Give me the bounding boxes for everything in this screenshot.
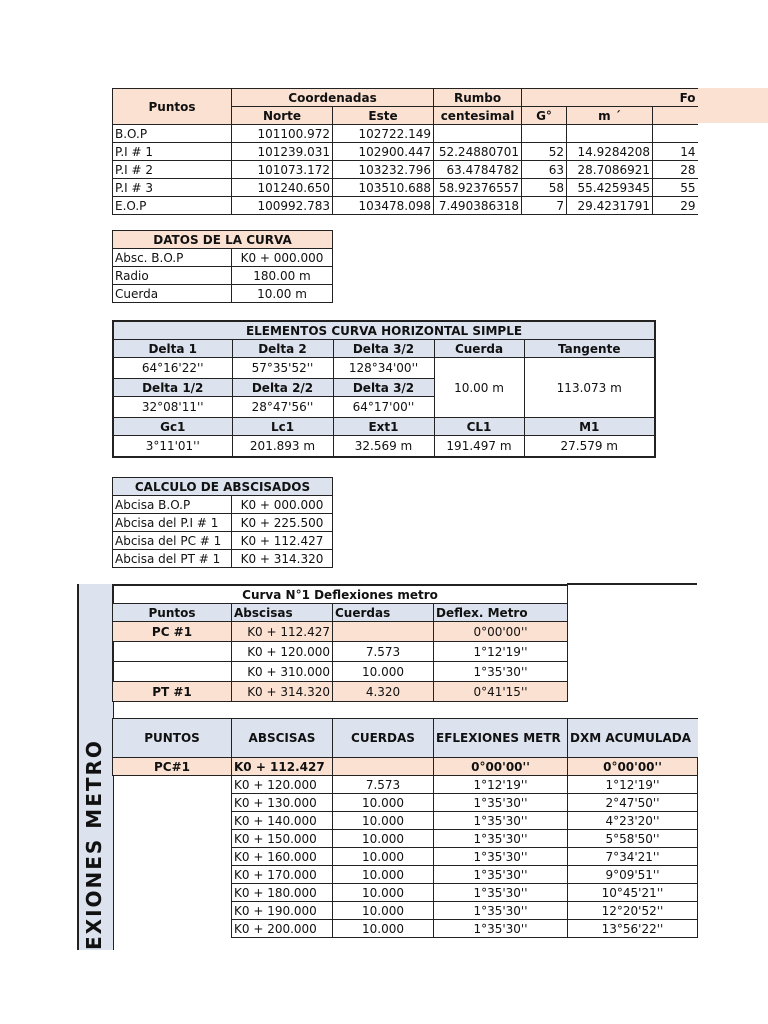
- cell: 1°12'19'': [434, 776, 568, 794]
- cell: E.O.P: [113, 197, 232, 215]
- cell: 128°34'00'': [333, 358, 434, 379]
- table-row: [113, 514, 333, 532]
- cell: [113, 920, 232, 938]
- cell: 3°11'01'': [113, 436, 232, 458]
- cell: K0 + 112.427: [232, 532, 333, 550]
- cell: [113, 812, 232, 830]
- cell: [113, 642, 232, 662]
- cell: PC #1: [113, 622, 232, 642]
- table-row: [113, 249, 333, 267]
- cell: 2°47'50'': [568, 794, 698, 812]
- cell: 28°47'56'': [232, 397, 333, 418]
- cell: 58: [522, 179, 567, 197]
- cell: [113, 884, 232, 902]
- cell: 10.000: [333, 848, 434, 866]
- cell: 0°00'00'': [434, 622, 568, 642]
- header-este: Este: [333, 107, 434, 125]
- cell: K0 + 120.000: [232, 776, 333, 794]
- cell: 55: [653, 179, 698, 197]
- header-dxm-acumulada: DXM ACUMULADA: [568, 719, 698, 758]
- table-row: [113, 179, 698, 197]
- cell: 1°35'30'': [434, 866, 568, 884]
- cell: 63.4784782: [434, 161, 522, 179]
- cell: 27.579 m: [524, 436, 655, 458]
- cell: 1°12'19'': [434, 642, 568, 662]
- table-row: [113, 143, 698, 161]
- header-delta-3-2b: Delta 3/2: [333, 379, 434, 397]
- cell: 103510.688: [333, 179, 434, 197]
- header-abscisas: ABSCISAS: [232, 719, 333, 758]
- cell: 32°08'11'': [113, 397, 232, 418]
- cell: K0 + 170.000: [232, 866, 333, 884]
- cell: 1°35'30'': [434, 920, 568, 938]
- cell: K0 + 225.500: [232, 514, 333, 532]
- section-side-label: EXIONES METRO: [82, 739, 106, 950]
- cell: 1°35'30'': [434, 902, 568, 920]
- cell: [333, 622, 434, 642]
- cell: 102900.447: [333, 143, 434, 161]
- table-row: [113, 622, 568, 642]
- cell: 1°35'30'': [434, 812, 568, 830]
- table-row: [113, 682, 568, 702]
- cell: 52.24880701: [434, 143, 522, 161]
- cell: [113, 830, 232, 848]
- cell: 10.00 m: [232, 285, 333, 303]
- table-row: [113, 662, 568, 682]
- cell: 7.573: [333, 642, 434, 662]
- curva1-table: [112, 584, 568, 702]
- cell: 4°23'20'': [568, 812, 698, 830]
- cell: K0 + 200.000: [232, 920, 333, 938]
- cell: P.I # 3: [113, 179, 232, 197]
- cell: K0 + 130.000: [232, 794, 333, 812]
- abscisados-title: CALCULO DE ABSCISADOS: [113, 478, 333, 496]
- cell: 58.92376557: [434, 179, 522, 197]
- cell: 29.4231791: [567, 197, 653, 215]
- cell: Abcisa B.O.P: [113, 496, 232, 514]
- header-delta-3-2: Delta 3/2: [333, 340, 434, 358]
- header-delta-2: Delta 2: [232, 340, 333, 358]
- cell: 1°35'30'': [434, 830, 568, 848]
- cell: 1°35'30'': [434, 848, 568, 866]
- table-row: [113, 794, 698, 812]
- header-delta-1-2: Delta 1/2: [113, 379, 232, 397]
- cell: K0 + 000.000: [232, 249, 333, 267]
- cell: Abcisa del PT # 1: [113, 550, 232, 568]
- cell: K0 + 160.000: [232, 848, 333, 866]
- header-rumbo: Rumbo: [434, 89, 522, 107]
- cell: [113, 866, 232, 884]
- cell: [434, 125, 522, 143]
- cell: 101073.172: [232, 161, 333, 179]
- table-row: [113, 267, 333, 285]
- header-gc1: Gc1: [113, 418, 232, 436]
- tangente-value: 113.073 m: [524, 358, 655, 418]
- cell: 64°16'22'': [113, 358, 232, 379]
- header-delta-1: Delta 1: [113, 340, 232, 358]
- cell: 13°56'22'': [568, 920, 698, 938]
- header-norte: Norte: [232, 107, 333, 125]
- header-fill-strip: [697, 88, 768, 123]
- curva1-title: Curva N°1 Deflexiones metro: [113, 585, 568, 604]
- cell: 10.000: [333, 794, 434, 812]
- cell: K0 + 190.000: [232, 902, 333, 920]
- cell: 0°41'15'': [434, 682, 568, 702]
- cell: 191.497 m: [434, 436, 524, 458]
- cell: 29: [653, 197, 698, 215]
- header-deflex-metro: Deflex. Metro: [434, 604, 568, 622]
- cell: 7: [522, 197, 567, 215]
- table-row: [113, 848, 698, 866]
- table-row: [113, 285, 333, 303]
- table-row: [113, 532, 333, 550]
- elementos-title: ELEMENTOS CURVA HORIZONTAL SIMPLE: [113, 321, 655, 340]
- cell: K0 + 314.320: [232, 682, 333, 702]
- header-m1: M1: [524, 418, 655, 436]
- table-row: [113, 496, 333, 514]
- table-row: [113, 758, 698, 776]
- cell: K0 + 310.000: [232, 662, 333, 682]
- header-m: m ´: [567, 107, 653, 125]
- cell: 10.000: [333, 662, 434, 682]
- cell: 201.893 m: [232, 436, 333, 458]
- cell: 1°35'30'': [434, 884, 568, 902]
- header-s: [653, 107, 698, 125]
- header-cuerda: Cuerda: [434, 340, 524, 358]
- cell: 1°35'30'': [434, 662, 568, 682]
- cell: 28: [653, 161, 698, 179]
- header-cl1: CL1: [434, 418, 524, 436]
- cell: PT #1: [113, 682, 232, 702]
- coordinates-table: [112, 88, 698, 215]
- table-row: [113, 197, 698, 215]
- header-cuerdas: Cuerdas: [333, 604, 434, 622]
- table-row: [113, 920, 698, 938]
- abscisados-table: [112, 477, 333, 568]
- cell: 10.000: [333, 812, 434, 830]
- cell: 100992.783: [232, 197, 333, 215]
- header-cuerdas: CUERDAS: [333, 719, 434, 758]
- table-row: [113, 776, 698, 794]
- cell: [113, 662, 232, 682]
- datos-title: DATOS DE LA CURVA: [113, 231, 333, 249]
- cell: 101240.650: [232, 179, 333, 197]
- table-row: [113, 642, 568, 662]
- cell: 10°45'21'': [568, 884, 698, 902]
- cell: 7.573: [333, 776, 434, 794]
- header-delta-2-2: Delta 2/2: [232, 379, 333, 397]
- cell: 1°12'19'': [568, 776, 698, 794]
- cell: [113, 848, 232, 866]
- cell: 52: [522, 143, 567, 161]
- cell: 64°17'00'': [333, 397, 434, 418]
- cell: 10.000: [333, 920, 434, 938]
- table-row: [113, 902, 698, 920]
- cell: Abcisa del PC # 1: [113, 532, 232, 550]
- table-row: [113, 161, 698, 179]
- header-lc1: Lc1: [232, 418, 333, 436]
- cell: K0 + 112.427: [232, 758, 333, 776]
- cell: 0°00'00'': [568, 758, 698, 776]
- elementos-curva-table: [112, 320, 656, 458]
- table-row: [113, 125, 698, 143]
- cell: 180.00 m: [232, 267, 333, 285]
- datos-curva-table: [112, 230, 333, 303]
- cell: [113, 902, 232, 920]
- cell: 32.569 m: [333, 436, 434, 458]
- cell: P.I # 1: [113, 143, 232, 161]
- cell: Radio: [113, 267, 232, 285]
- cell: 9°09'51'': [568, 866, 698, 884]
- cell: 101239.031: [232, 143, 333, 161]
- header-puntos: Puntos: [113, 604, 232, 622]
- header-centesimal: centesimal: [434, 107, 522, 125]
- cell: 57°35'52'': [232, 358, 333, 379]
- cell: [653, 125, 698, 143]
- table-row: [113, 812, 698, 830]
- header-fo: Fo: [522, 89, 698, 107]
- cell: PC#1: [113, 758, 232, 776]
- cell: 10.000: [333, 830, 434, 848]
- cell: 7.490386318: [434, 197, 522, 215]
- cell: 14.9284208: [567, 143, 653, 161]
- cell: 63: [522, 161, 567, 179]
- header-puntos: Puntos: [113, 89, 232, 125]
- header-g: G°: [522, 107, 567, 125]
- cell: P.I # 2: [113, 161, 232, 179]
- header-ext1: Ext1: [333, 418, 434, 436]
- table-row: [113, 884, 698, 902]
- cell: 55.4259345: [567, 179, 653, 197]
- cell: 10.000: [333, 902, 434, 920]
- cell: K0 + 180.000: [232, 884, 333, 902]
- cell: 103478.098: [333, 197, 434, 215]
- cell: 101100.972: [232, 125, 333, 143]
- cell: 14: [653, 143, 698, 161]
- header-tangente: Tangente: [524, 340, 655, 358]
- header-abscisas: Abscisas: [232, 604, 333, 622]
- cell: 102722.149: [333, 125, 434, 143]
- cell: K0 + 150.000: [232, 830, 333, 848]
- cell: K0 + 120.000: [232, 642, 333, 662]
- section-top-border: [567, 583, 697, 585]
- cell: 103232.796: [333, 161, 434, 179]
- header-coordenadas: Coordenadas: [232, 89, 434, 107]
- table-row: [113, 866, 698, 884]
- table-row: [113, 830, 698, 848]
- cell: [567, 125, 653, 143]
- cell: 5°58'50'': [568, 830, 698, 848]
- cell: 0°00'00'': [434, 758, 568, 776]
- cell: [113, 776, 232, 794]
- cuerda-value: 10.00 m: [434, 358, 524, 418]
- cell: [522, 125, 567, 143]
- cell: B.O.P: [113, 125, 232, 143]
- cell: K0 + 000.000: [232, 496, 333, 514]
- cell: Absc. B.O.P: [113, 249, 232, 267]
- cell: 1°35'30'': [434, 794, 568, 812]
- cell: [333, 758, 434, 776]
- header-puntos: PUNTOS: [113, 719, 232, 758]
- cell: 10.000: [333, 866, 434, 884]
- cell: 7°34'21'': [568, 848, 698, 866]
- cell: K0 + 140.000: [232, 812, 333, 830]
- cell: K0 + 314.320: [232, 550, 333, 568]
- cell: K0 + 112.427: [232, 622, 333, 642]
- cell: [113, 794, 232, 812]
- cell: 28.7086921: [567, 161, 653, 179]
- cell: 12°20'52'': [568, 902, 698, 920]
- table-row: [113, 550, 333, 568]
- cell: Cuerda: [113, 285, 232, 303]
- cell: 10.000: [333, 884, 434, 902]
- header-deflexiones-metro: EFLEXIONES METR: [434, 719, 568, 758]
- deflexiones-table: [112, 718, 698, 938]
- cell: 4.320: [333, 682, 434, 702]
- cell: Abcisa del P.I # 1: [113, 514, 232, 532]
